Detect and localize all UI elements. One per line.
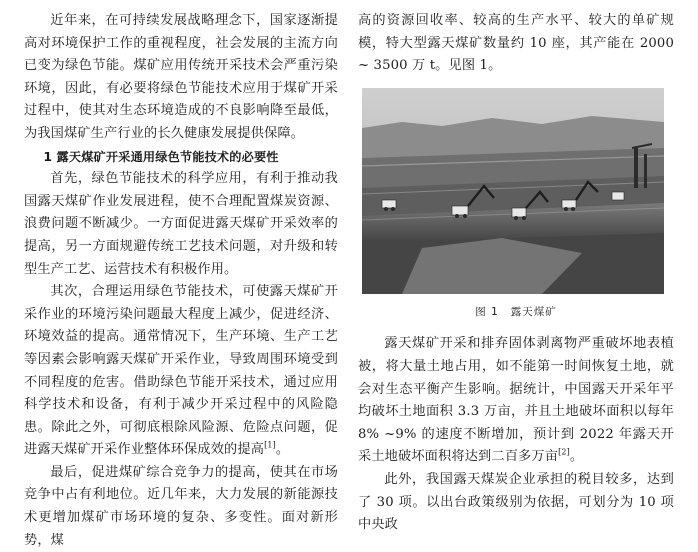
paragraph-second-end: 。 bbox=[275, 442, 290, 458]
left-column bbox=[24, 10, 338, 552]
paragraph-second bbox=[24, 281, 338, 462]
paragraph-land-damage bbox=[358, 333, 674, 469]
paragraph-second-text: 其次，合理运用绿色节能技术，可使露天煤矿开采作业的环境污染问题最大程度上减少，促进经济、环境效益的提高。通常情况下，生产环境、生产工艺等因素会影响露天煤矿开采作业，导致周围环境受到不同程度的危害。借助绿色节能开采技术，通过应用科学技术和设备，有利于减少开采过程中的风险隐患。除此之外，可彻底根除风险源、危险点问题，促进露天煤矿开采作业整体环保成效的提高 bbox=[24, 284, 338, 458]
citation-ref-1: [1] bbox=[264, 440, 276, 450]
citation-ref-2: [2] bbox=[558, 447, 570, 457]
figure-caption bbox=[358, 301, 674, 324]
paragraph-land-damage-text: 露天煤矿开采和排弃固体剥离物严重破坏地表植被，将大量土地占用，如不能第一时间恢复土地，就会对生态平衡产生影响。据统计，中国露天开采年平均破坏土地面积 3.3 万亩，并且土地破坏面积以每年 8% ~9% 的速度不断增加，预计到 2022 年露天开采土地破坏面积将达到二百多万亩 bbox=[358, 336, 674, 465]
paragraph-taxes: 此外，我国露天煤炭企业承担的税目较多，达到了 30 项。以出台政策级别为依据，可划分为 10 项中央政 bbox=[358, 471, 674, 533]
paragraph-land-damage-end: 。 bbox=[569, 449, 584, 465]
figure-open-pit-mine-photo bbox=[362, 88, 664, 294]
figure-caption-number: 图 1 bbox=[475, 305, 499, 318]
figure-caption-text: 露天煤矿 bbox=[510, 305, 557, 318]
paragraph-intro: 近年来，在可持续发展战略理念下，国家逐渐提高对环境保护工作的重视程度，社会发展的主流方向已变为绿色节能。煤矿应用传统开采技术会严重污染环境，因此，有必要将绿色节能技术应用于煤矿开采过程中，使其对生态环境造成的不良影响降至最低，为我国煤矿生产行业的长久健康发展提供保障。 bbox=[24, 13, 338, 141]
paragraph-continued: 高的资源回收率、较高的生产水平、较大的单矿规模，特大型露天煤矿数量约 10 座，其产能在 2000 ~ 3500 万 t。见图 1。 bbox=[358, 13, 674, 74]
mine-photo-illustration bbox=[362, 88, 664, 294]
section-heading: 1 露天煤矿开采通用绿色节能技术的必要性 bbox=[43, 149, 279, 164]
right-column bbox=[358, 10, 674, 537]
paragraph-last: 最后，促进煤矿综合竞争力的提高，使其在市场竞争中占有利地位。近几年来，大力发展的新能源技术更增加煤矿市场环境的复杂、多变性。面对新形势，煤 bbox=[24, 464, 338, 548]
paragraph-first: 首先，绿色节能技术的科学应用，有利于推动我国露天煤矿作业发展进程，使不合理配置煤炭资源、浪费问题不断减少。一方面促进露天煤矿开采效率的提高，另一方面规避传统工艺技术问题，对升级和转型生产工艺、运营技术有积极作用。 bbox=[24, 171, 338, 277]
